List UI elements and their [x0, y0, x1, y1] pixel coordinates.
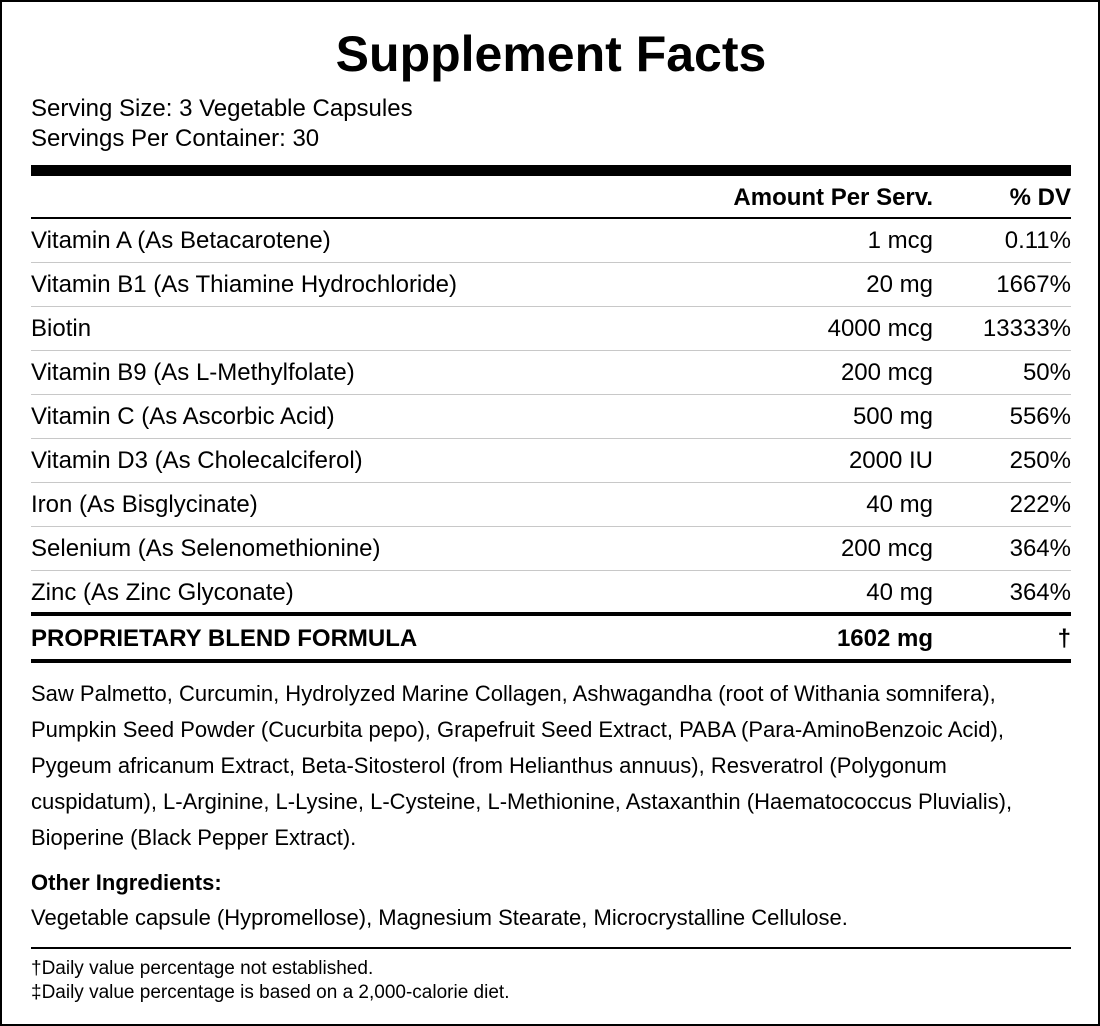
- nutrient-dv: 364%: [1009, 535, 1071, 562]
- footnote-divider: [31, 947, 1071, 949]
- nutrient-amount: 40 mg: [866, 491, 933, 518]
- nutrient-amount: 500 mg: [852, 403, 933, 430]
- blend-dv: †: [1057, 625, 1071, 652]
- nutrient-amount: 20 mg: [866, 271, 933, 298]
- nutrient-row: [31, 483, 1071, 527]
- nutrient-row: [31, 571, 1071, 615]
- nutrient-dv: 364%: [1009, 579, 1071, 606]
- nutrient-name: Selenium (As Selenomethionine): [31, 535, 381, 562]
- nutrient-name: Vitamin B9 (As L-Methylfolate): [31, 359, 355, 386]
- nutrient-amount: 4000 mcg: [827, 315, 933, 342]
- panel-title: Supplement Facts: [335, 26, 767, 82]
- blend-name: PROPRIETARY BLEND FORMULA: [31, 625, 418, 652]
- nutrient-name: Zinc (As Zinc Glyconate): [31, 579, 294, 606]
- nutrient-amount: 200 mcg: [840, 535, 933, 562]
- nutrient-name: Vitamin C (As Ascorbic Acid): [31, 403, 335, 430]
- blend-ingredients-text: Saw Palmetto, Curcumin, Hydrolyzed Marine Collagen, Ashwagandha (root of Withania somnifera), Pumpkin Seed Powder (Cucurbita pepo), Grapefruit Seed Extract, PABA (Para-AminoBenzoic Acid), Pygeum africanum Extract, Beta-Sitosterol (from Helianthus annuus), Resveratrol (Polygonum cuspidatum), L-Arginine, L-Lysine, L-Cysteine, L-Methionine, Astaxanthin (Haematococcus Pluvialis), Bioperine (Black Pepper Extract).: [31, 681, 1013, 850]
- nutrient-amount: 200 mcg: [840, 359, 933, 386]
- nutrient-name: Biotin: [31, 315, 92, 342]
- nutrient-dv: 222%: [1009, 491, 1071, 518]
- nutrient-amount: 2000 IU: [848, 447, 933, 474]
- nutrient-dv: 1667%: [996, 271, 1071, 298]
- blend-amount: 1602 mg: [836, 625, 933, 652]
- nutrient-row: [31, 439, 1071, 483]
- nutrient-dv: 50%: [1022, 359, 1071, 386]
- proprietary-blend-row: [31, 618, 1071, 660]
- nutrient-dv: 250%: [1009, 447, 1071, 474]
- dv-column-header: % DV: [1009, 184, 1071, 211]
- servings-per-container: Servings Per Container: 30: [31, 125, 320, 152]
- nutrient-name: Vitamin D3 (As Cholecalciferol): [31, 447, 363, 474]
- blend-top-divider: [31, 612, 1071, 616]
- nutrient-table: [31, 219, 1071, 615]
- amount-column-header: Amount Per Serv.: [733, 184, 933, 211]
- nutrient-row: [31, 219, 1071, 263]
- serving-size: Serving Size: 3 Vegetable Capsules: [31, 95, 413, 122]
- nutrient-row: [31, 263, 1071, 307]
- nutrient-row: [31, 527, 1071, 571]
- nutrient-amount: 40 mg: [866, 579, 933, 606]
- nutrient-amount: 1 mcg: [867, 227, 933, 254]
- nutrient-name: Iron (As Bisglycinate): [31, 491, 258, 518]
- nutrient-row: [31, 351, 1071, 395]
- nutrient-dv: 0.11%: [1004, 227, 1071, 254]
- blend-bottom-divider: [31, 659, 1071, 663]
- other-ingredients-text: Vegetable capsule (Hypromellose), Magnesium Stearate, Microcrystalline Cellulose.: [31, 905, 848, 930]
- nutrient-name: Vitamin B1 (As Thiamine Hydrochloride): [31, 271, 457, 298]
- footnote-double-dagger: ‡Daily value percentage is based on a 2,000-calorie diet.: [31, 982, 510, 1003]
- other-ingredients-heading: Other Ingredients:: [31, 870, 222, 895]
- column-header-row: [31, 182, 1071, 214]
- nutrient-row: [31, 307, 1071, 351]
- nutrient-dv: 556%: [1009, 403, 1071, 430]
- nutrient-name: Vitamin A (As Betacarotene): [31, 227, 331, 254]
- nutrient-dv: 13333%: [982, 315, 1071, 342]
- footnote-dagger: †Daily value percentage not established.: [31, 958, 374, 979]
- nutrient-row: [31, 395, 1071, 439]
- thick-divider: [31, 165, 1071, 176]
